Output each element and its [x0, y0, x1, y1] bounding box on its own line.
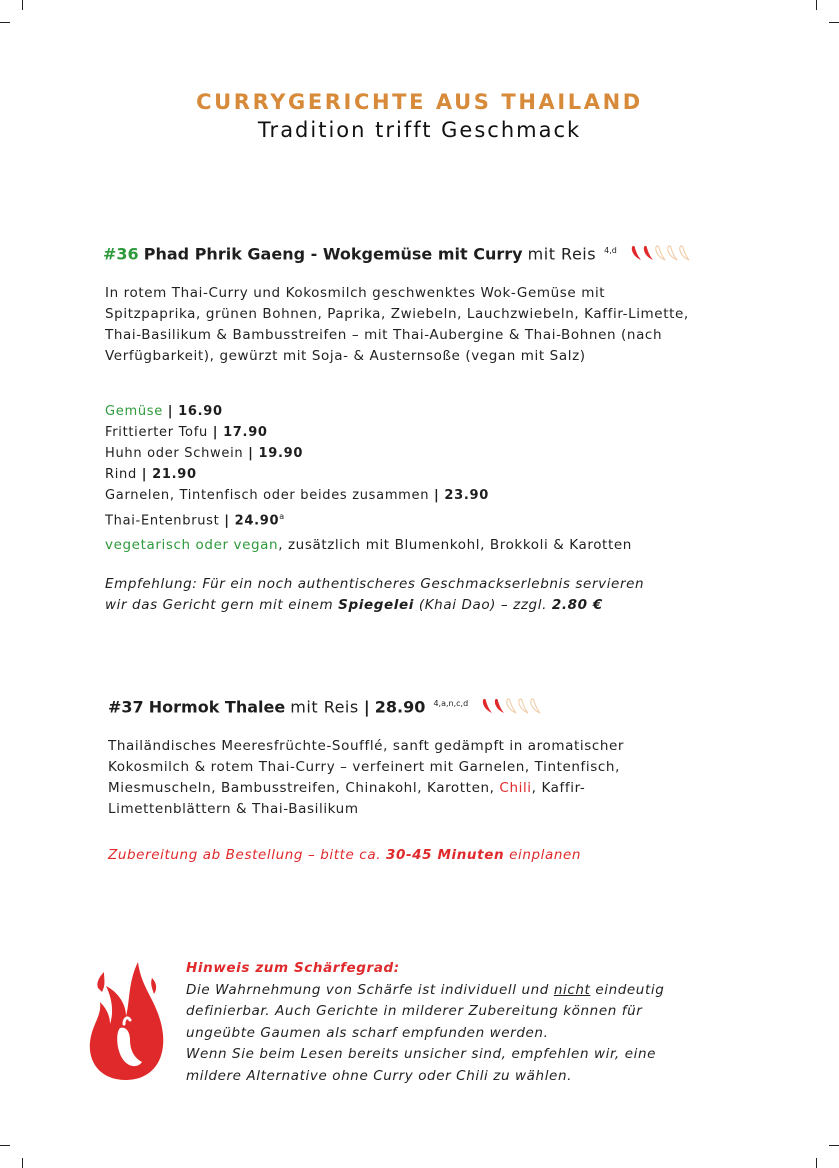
dish-side: mit Reis	[527, 244, 597, 264]
dish-side: mit Reis	[290, 697, 359, 717]
chili-icon	[656, 246, 665, 260]
description-line: Limettenblättern & Thai-Basilikum	[108, 801, 359, 817]
option-price: 21.90	[152, 467, 197, 482]
dish-37-heading: #37 Hormok Thalee mit Reis | 28.90 $^{4,a,n,c,d}$	[108, 696, 547, 720]
prep-time: 30-45 Minuten	[385, 847, 505, 863]
spice-rating	[630, 243, 696, 267]
dish-number: #36	[103, 244, 139, 264]
preparation-note: Zubereitung ab Bestellung – bitte ca. 30-45 Minuten einplanen	[108, 847, 582, 863]
dish-name: Phad Phrik Gaeng - Wokgemüse mit Curry	[143, 244, 523, 264]
crop-mark	[829, 1145, 839, 1146]
page-title: CURRYGERICHTE AUS THAILAND	[196, 90, 643, 114]
warning-heading: Hinweis zum Schärfegrad:	[186, 960, 400, 976]
dish-number: #37	[108, 697, 144, 717]
allergen-code: a	[279, 512, 285, 521]
price-row: Huhn oder Schwein | 19.90	[105, 446, 304, 461]
veg-text: , zusätzlich mit Blumenkohl, Brokkoli & Karotten	[278, 537, 632, 553]
option-price: 23.90	[444, 488, 489, 503]
recommendation-line: wir das Gericht gern mit einem Spiegelei (Khai Dao) – zzgl. 2.80 €	[105, 597, 603, 613]
price-row: Rind | 21.90	[105, 467, 197, 482]
egg-label: Spiegelei	[338, 597, 414, 613]
price-row: Garnelen, Tintenfisch oder beides zusammen | 23.90	[105, 488, 489, 503]
chili-icon	[680, 246, 689, 260]
dish-37-description	[108, 736, 624, 820]
option-name: Gemüse	[105, 404, 163, 419]
price-row: Thai-Entenbrust | 24.90$^a$	[105, 512, 285, 529]
chili-icon	[632, 246, 641, 260]
warning-line: Wenn Sie beim Lesen bereits unsicher sind, empfehlen wir, eine	[186, 1046, 657, 1062]
crop-mark	[22, 1158, 23, 1168]
vegetarian-note	[105, 535, 632, 556]
option-name: Huhn oder Schwein	[105, 446, 244, 461]
crop-mark	[0, 22, 10, 23]
chili-icon	[519, 699, 528, 713]
flame-chili-icon	[86, 958, 166, 1082]
recommendation-label: Empfehlung	[105, 576, 193, 592]
page-subtitle: Tradition trifft Geschmack	[257, 118, 582, 142]
description-line: Thai-Basilikum & Bambusstreifen – mit Thai-Aubergine & Thai-Bohnen (nach	[105, 327, 663, 343]
spice-rating	[481, 696, 547, 720]
chili-icon	[668, 246, 677, 260]
price-row: Gemüse | 16.90	[105, 404, 223, 419]
warning-line: mildere Alternative ohne Curry oder Chili zu wählen.	[186, 1067, 573, 1084]
allergen-codes: 4,a,n,c,d	[433, 699, 469, 709]
option-price: 24.90	[234, 513, 280, 529]
warning-line: ungeübte Gaumen als scharf empfunden werden.	[186, 1024, 549, 1041]
veg-label: vegetarisch oder vegan	[105, 537, 279, 553]
description-line: Miesmuscheln, Bambusstreifen, Chinakohl, Karotten, Chili, Kaffir-	[108, 780, 586, 796]
dish-36-heading	[103, 243, 696, 267]
warning-line: Die Wahrnehmung von Schärfe ist individuell und nicht eindeutig	[186, 981, 665, 998]
dish-36-description	[105, 283, 689, 367]
description-line: Kokosmilch & rotem Thai-Curry – verfeinert mit Garnelen, Tintenfisch,	[108, 759, 620, 775]
crop-mark	[816, 1158, 817, 1168]
warning-line: definierbar. Auch Gerichte in milderer Zubereitung können für	[186, 1003, 643, 1019]
option-price: 17.90	[223, 425, 268, 440]
description-line: In rotem Thai-Curry und Kokosmilch geschwenktes Wok-Gemüse mit	[105, 285, 606, 301]
crop-mark	[829, 22, 839, 23]
option-name: Garnelen, Tintenfisch oder beides zusammen	[105, 488, 430, 503]
description-line: Verfügbarkeit), gewürzt mit Soja- & Austernsoße (vegan mit Salz)	[105, 348, 586, 364]
allergen-codes: 4,d	[604, 246, 617, 256]
chili-icon	[531, 699, 540, 713]
price-list	[105, 401, 489, 531]
egg-price: 2.80 €	[551, 597, 603, 613]
option-name: Rind	[105, 467, 137, 482]
recommendation	[105, 574, 644, 616]
dish-name: Hormok Thalee	[148, 697, 286, 717]
recommendation-line: Empfehlung: Für ein noch authentischeres Geschmackserlebnis servieren	[105, 576, 645, 592]
dish-price: 28.90	[374, 697, 426, 717]
option-name: Frittierter Tofu	[105, 425, 208, 440]
crop-mark	[0, 1145, 10, 1146]
description-line: Spitzpaprika, grünen Bohnen, Paprika, Zwiebeln, Lauchzwiebeln, Kaffir-Limette,	[105, 306, 689, 322]
option-name: Thai-Entenbrust	[105, 513, 220, 529]
chili-icon	[495, 699, 504, 713]
crop-mark	[816, 0, 817, 10]
chili-icon	[507, 699, 516, 713]
price-row: Frittierter Tofu | 17.90	[105, 425, 268, 440]
option-price: 16.90	[178, 404, 223, 419]
chili-word: Chili	[499, 780, 532, 796]
chili-icon	[483, 699, 492, 713]
crop-mark	[22, 0, 23, 10]
spiciness-warning	[186, 958, 664, 1087]
option-price: 19.90	[258, 446, 304, 461]
chili-icon	[644, 246, 653, 260]
description-line: Thailändisches Meeresfrüchte-Soufflé, sanft gedämpft in aromatischer	[108, 738, 625, 754]
